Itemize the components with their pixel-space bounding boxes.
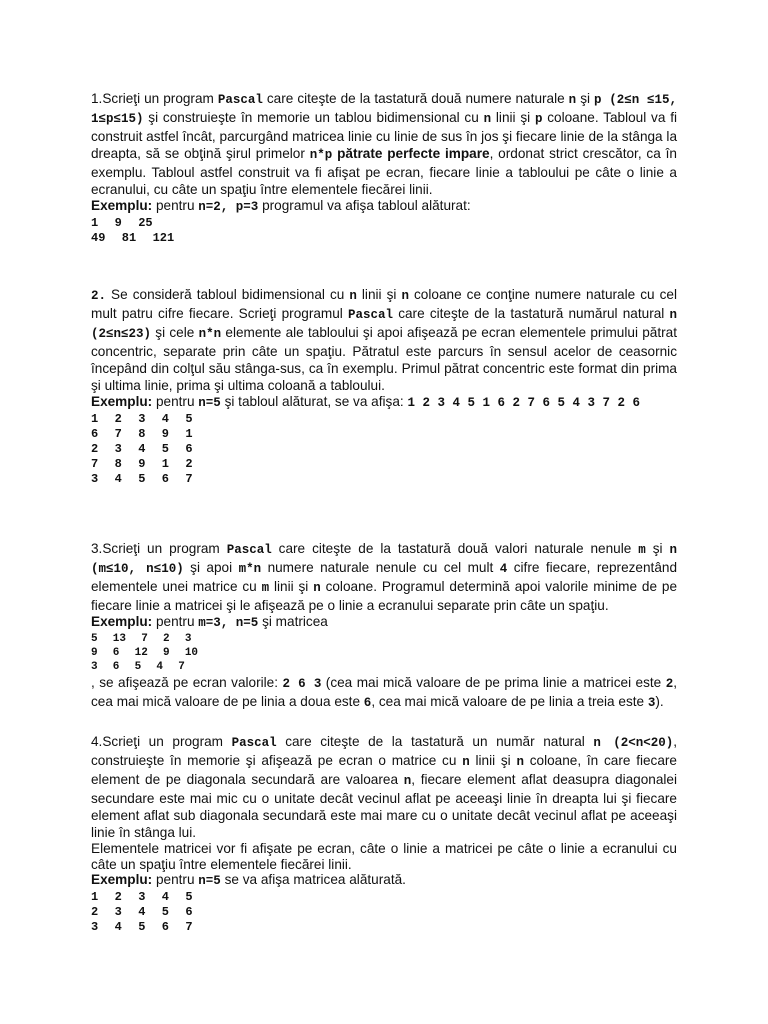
problem-1-statement: 1.Scrieţi un program Pascal care citeşte de la tastatură două numere naturale n şi p (2≤n ≤15, 1≤p≤15) şi construieşte în memorie un tablou bidimensional cu n linii şi p coloane. Tabloul va fi construit astfel încât, parcurgând matricea linie cu linie de sus în jos şi fiecare linie de la stânga la dreapta, să se obţină şirul primelor n*p pătrate perfecte impare, ordonat strict crescător, ca în exemplu. Tabloul astfel construit va fi afişat pe ecran, fiecare linie a tabloului pe câte o linie a ecranului, cu câte un spaţiu între elementele fiecărei linii. [91, 91, 677, 197]
problem-2-statement: 2. Se consideră tabloul bidimensional cu n linii şi n coloane ce conţine numere naturale cu cel mult patru cifre fiecare. Scrieţi programul Pascal care citeşte de la tastatură numărul natural n (2≤n≤23) şi cele n*n elemente ale tabloului şi apoi afişează pe ecran elementele primului pătrat concentric, separate prin câte un spaţiu. Pătratul este parcurs în sensul acelor de ceasornic începând din colţul său stânga-sus, ca în exemplu. Primul pătrat concentric este format din prima şi ultima linie, prima şi ultima coloană a tabloului. [91, 287, 677, 393]
problem-3-matrix [91, 632, 677, 674]
problem-4-output-note: Elementele matricei vor fi afişate pe ecran, câte o linie a matricei pe câte o linie a ecranului cu câte un spaţiu între elementele fiecărei linii. [91, 841, 677, 872]
problem-2-example: Exemplu: pentru n=5 şi tabloul alăturat, se va afişa: 1 2 3 4 5 1 6 2 7 6 5 4 3 7 2 6 [91, 394, 640, 410]
problem-3-output-note: , se afişează pe ecran valorile: 2 6 3 (cea mai mică valoare de pe prima linie a matricei este 2, cea mai mică valoare de pe linia a doua este 6, cea mai mică valoare de pe linia a treia este 3). [91, 674, 677, 710]
matrix-row: 7 8 9 1 2 [91, 457, 193, 472]
matrix-row: 1 9 25 [91, 215, 153, 230]
matrix-row: 9 6 12 9 10 [91, 646, 199, 659]
problem-4 [91, 733, 677, 935]
matrix-row: 49 81 121 [91, 230, 175, 245]
problem-1 [91, 90, 677, 246]
problem-4-statement: 4.Scrieţi un program Pascal care citeşte de la tastatură un număr natural n (2<n<20), construieşte în memorie şi afişează pe ecran o matrice cu n linii şi n coloane, în care fiecare element de pe diagonala secundară are valoarea n, fiecare element aflat deasupra diagonalei secundare este mai mic cu o unitate decât vecinul aflat pe aceeaşi linie în dreapta lui şi fiecare element aflat sub diagonala secundară este mai mare cu o unitate decât vecinul aflat pe aceeaşi linie în stânga lui. [91, 734, 677, 840]
problem-4-example: Exemplu: pentru n=5 se va afişa matricea alăturată. [91, 872, 406, 889]
problem-1-example: Exemplu: pentru n=2, p=3 programul va afişa tabloul alăturat: [91, 198, 471, 214]
matrix-row: 5 13 7 2 3 [91, 632, 192, 645]
problem-2-matrix [91, 412, 677, 488]
matrix-row: 1 2 3 4 5 [91, 411, 193, 426]
matrix-row: 3 4 5 6 7 [91, 920, 193, 935]
matrix-row: 1 2 3 4 5 [91, 889, 193, 904]
matrix-row: 3 6 5 4 7 [91, 660, 185, 673]
matrix-row: 6 7 8 9 1 [91, 426, 193, 441]
problem-4-matrix [91, 890, 677, 936]
matrix-row: 3 4 5 6 7 [91, 472, 193, 487]
matrix-row: 2 3 4 5 6 [91, 442, 193, 456]
problem-3-statement: 3.Scrieţi un program Pascal care citeşte de la tastatură două valori naturale nenule m şi n (m≤10, n≤10) şi apoi m*n numere naturale nenule cu cel mult 4 cifre fiecare, reprezentând elementele unei matrice cu m linii şi n coloane. Programul determină apoi valorile minime de pe fiecare linie a matricei şi le afişează pe o linie a ecranului separate prin câte un spaţiu. [91, 541, 678, 613]
problem-2 [91, 286, 677, 488]
matrix-row: 2 3 4 5 6 [91, 904, 193, 919]
problem-3-example: Exemplu: pentru m=3, n=5 şi matricea [91, 614, 328, 630]
problem-3 [91, 540, 677, 712]
problem-1-matrix [91, 216, 677, 246]
